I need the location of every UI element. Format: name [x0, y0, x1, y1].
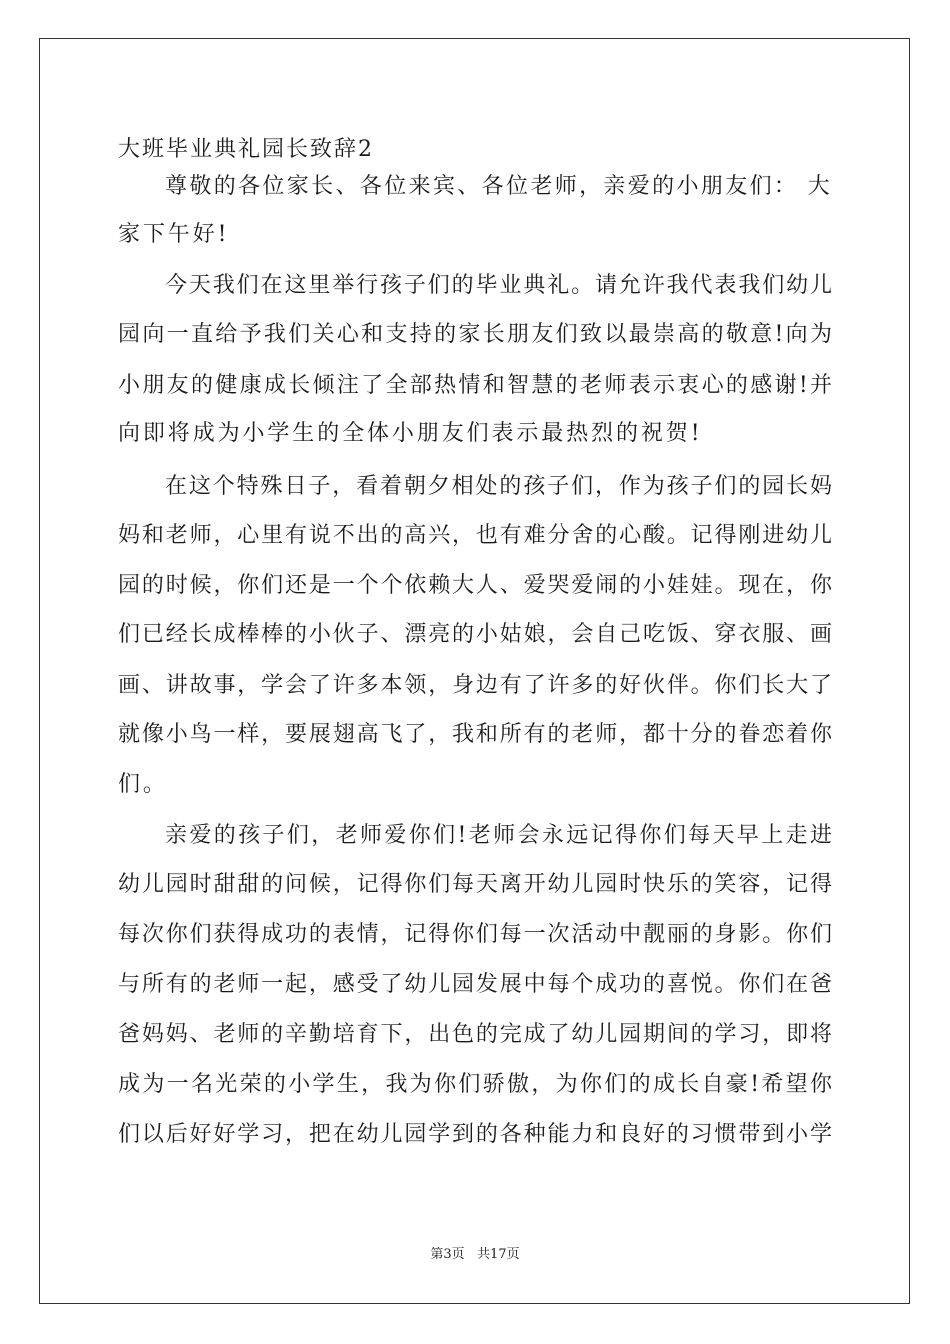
body-line: 向即将成为小学生的全体小朋友们表示最热烈的祝贺!: [118, 421, 703, 446]
body-line: 就像小鸟一样，要展翅高飞了，我和所有的老师，都十分的眷恋着你: [118, 722, 834, 747]
body-line: 画、讲故事，学会了许多本领，身边有了许多的好伙伴。你们长大了: [118, 673, 834, 698]
document-title: 大班毕业典礼园长致辞2: [118, 137, 374, 162]
body-line: 与所有的老师一起，感受了幼儿园发展中每个成功的喜悦。你们在爸: [118, 972, 834, 997]
body-line: 们以后好好学习，把在幼儿园学到的各种能力和良好的习惯带到小学: [118, 1122, 834, 1147]
body-line: 们已经长成棒棒的小伙子、漂亮的小姑娘，会自己吃饭、穿衣服、画: [118, 622, 834, 647]
body-line: 每次你们获得成功的表情，记得你们每一次活动中靓丽的身影。你们: [118, 922, 834, 947]
body-line: 尊敬的各位家长、各位来宾、各位老师，亲爱的小朋友们： 大: [165, 174, 832, 199]
body-line: 幼儿园时甜甜的问候，记得你们每天离开幼儿园时快乐的笑容，记得: [118, 872, 834, 897]
body-line: 今天我们在这里举行孩子们的毕业典礼。请允许我代表我们幼儿: [165, 273, 834, 298]
body-line: 园的时候，你们还是一个个依赖大人、爱哭爱闹的小娃娃。现在，你: [118, 573, 834, 598]
body-line: 成为一名光荣的小学生，我为你们骄傲，为你们的成长自豪!希望你: [118, 1072, 835, 1097]
body-line: 爸妈妈、老师的辛勤培育下，出色的完成了幼儿园期间的学习，即将: [118, 1022, 834, 1047]
body-line: 妈和老师，心里有说不出的高兴，也有难分舍的心酸。记得刚进幼儿: [118, 523, 834, 548]
page-number-footer: 第3页 共17页: [430, 1247, 520, 1262]
body-line: 小朋友的健康成长倾注了全部热情和智慧的老师表示衷心的感谢!并: [118, 373, 835, 398]
body-line: 家下午好!: [118, 222, 230, 247]
body-line: 在这个特殊日子，看着朝夕相处的孩子们，作为孩子们的园长妈: [165, 474, 834, 499]
body-line: 们。: [118, 772, 168, 797]
body-line: 亲爱的孩子们，老师爱你们!老师会永远记得你们每天早上走进: [165, 823, 835, 848]
body-line: 园向一直给予我们关心和支持的家长朋友们致以最崇高的敬意!向为: [118, 322, 835, 347]
